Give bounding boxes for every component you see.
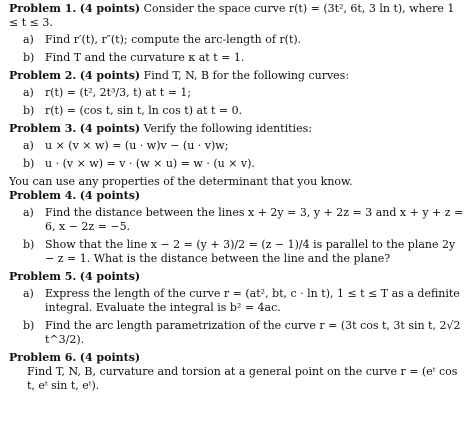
problem-5-part-b [23, 319, 466, 347]
problem-4 [9, 189, 466, 266]
problem-6-header [9, 351, 466, 365]
part-text: Express the length of the curve r = (at², bt, c · ln t), 1 ≤ t ≤ T as a definite integral. Evaluate the integral is b² = 4ac. [45, 287, 460, 314]
problem-4-header [9, 189, 466, 203]
problem-2-points: (4 points) [79, 69, 141, 82]
problem-2-parts [9, 86, 466, 118]
problem-6-points: (4 points) [79, 351, 141, 364]
problem-1-title: Problem 1. [9, 2, 77, 15]
problem-2-part-b [23, 104, 466, 118]
part-label: b) [23, 157, 35, 170]
problem-1-statement: Consider the space curve r(t) = (3t², 6t, 3 ln t), where 1 ≤ t ≤ 3. [9, 2, 455, 29]
problem-2 [9, 69, 466, 118]
part-label: b) [23, 238, 35, 251]
part-text: u × (v × w) = (u · w)v − (u · v)w; [45, 139, 229, 152]
part-text: u · (v × w) = v · (w × u) = w · (u × v). [45, 157, 255, 170]
problem-2-statement: Find T, N, B for the following curves: [143, 69, 350, 82]
part-text: r(t) = (cos t, sin t, ln cos t) at t = 0. [45, 104, 243, 117]
problem-6 [9, 351, 466, 393]
problem-6-title: Problem 6. [9, 351, 77, 364]
problem-5-part-a [23, 287, 466, 315]
determinant-note: You can use any properties of the determinant that you know. [9, 175, 353, 188]
part-label: a) [23, 33, 34, 46]
part-text: Find r′(t), r″(t); compute the arc-length of r(t). [45, 33, 302, 46]
problem-1-part-b [23, 51, 466, 65]
part-text: r(t) = (t², 2t³/3, t) at t = 1; [45, 86, 192, 99]
problem-3-points: (4 points) [79, 122, 141, 135]
problem-1-parts [9, 33, 466, 65]
problem-3-header [9, 122, 466, 136]
problem-2-part-a [23, 86, 466, 100]
part-label: a) [23, 287, 34, 300]
part-text: Show that the line x − 2 = (y + 3)/2 = (z − 1)/4 is parallel to the plane 2y − z = 1. What is the distance between the line and the plane? [45, 238, 456, 265]
problem-1-header [9, 2, 466, 30]
part-text: Find the arc length parametrization of the curve r = (3t cos t, 3t sin t, 2√2 t^3/2). [45, 319, 461, 346]
problem-6-body: Find T, N, B, curvature and torsion at a general point on the curve r = (eᵗ cos t, eᵗ sin t, eᵗ). [27, 365, 458, 392]
problem-2-title: Problem 2. [9, 69, 77, 82]
problem-1-points: (4 points) [79, 2, 141, 15]
part-text: Find T and the curvature κ at t = 1. [45, 51, 245, 64]
problem-4-parts [9, 206, 466, 266]
problem-3-title: Problem 3. [9, 122, 77, 135]
part-label: a) [23, 139, 34, 152]
problem-3-part-a [23, 139, 466, 153]
part-label: b) [23, 51, 35, 64]
problem-3 [9, 122, 466, 171]
problem-1-part-a [23, 33, 466, 47]
problem-3-parts [9, 139, 466, 171]
problem-5-header [9, 270, 466, 284]
problem-4-part-a [23, 206, 466, 234]
problem-2-header [9, 69, 466, 83]
problem-5-parts [9, 287, 466, 347]
problem-5 [9, 270, 466, 347]
problem-4-part-b [23, 238, 466, 266]
part-label: b) [23, 319, 35, 332]
part-label: a) [23, 206, 34, 219]
part-label: a) [23, 86, 34, 99]
problem-4-title: Problem 4. [9, 189, 77, 202]
problem-3-statement: Verify the following identities: [143, 122, 312, 135]
problem-4-points: (4 points) [79, 189, 141, 202]
problem-5-title: Problem 5. [9, 270, 77, 283]
part-text: Find the distance between the lines x + 2y = 3, y + 2z = 3 and x + y + z = 6, x − 2z = −5. [45, 206, 464, 233]
part-label: b) [23, 104, 35, 117]
problem-5-points: (4 points) [79, 270, 141, 283]
problem-1 [9, 2, 466, 65]
problem-3-part-b [23, 157, 466, 171]
